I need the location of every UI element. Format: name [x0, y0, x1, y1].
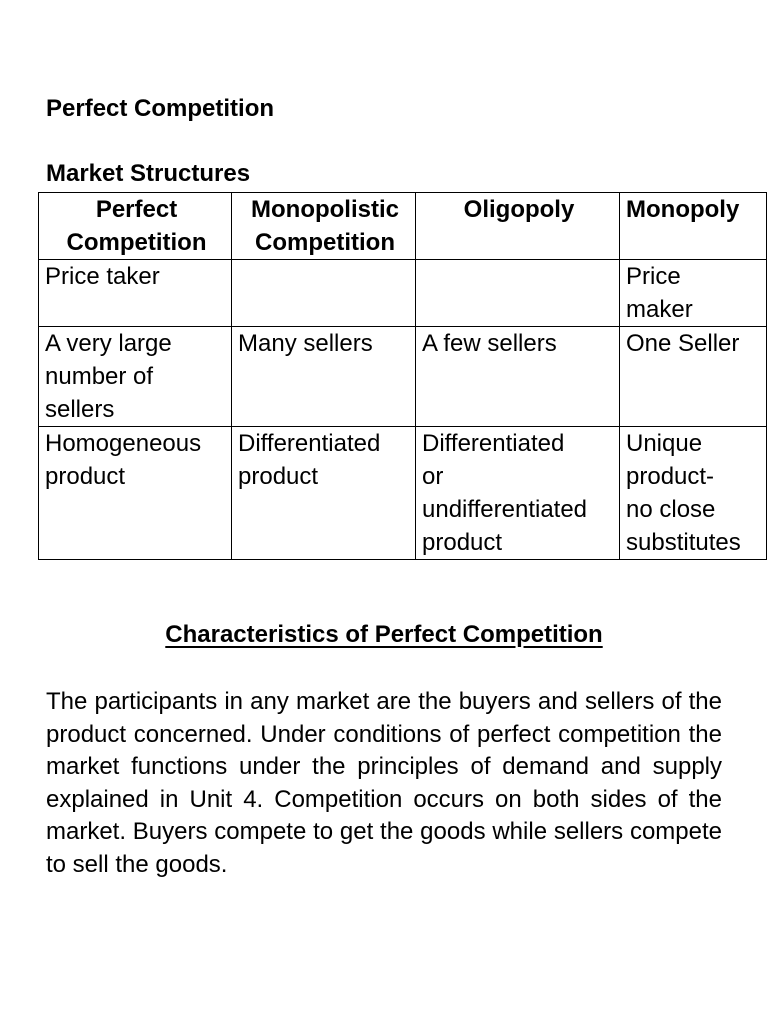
cell-line: Homogeneous [45, 430, 202, 457]
body-paragraph: The participants in any market are the buyers and sellers of the product concerned. Under conditions of perfect competition the market functions under the principles of demand and supply explained in Unit 4. Competition occurs on both sides of the market. Buyers compete to get the goods while sellers compete to sell the goods. [46, 688, 722, 878]
cell-line: Price [626, 263, 681, 290]
cell-line: maker [626, 296, 693, 323]
table-header-row [39, 193, 767, 260]
header-line: Oligopoly [463, 196, 575, 223]
table-cell [416, 327, 620, 427]
cell-line: A very large [45, 330, 172, 357]
table-row [39, 260, 767, 327]
cell-line: product [422, 529, 503, 556]
table-cell [620, 327, 767, 427]
cell-line: substitutes [626, 529, 741, 556]
cell-line: Differentiated [422, 430, 565, 457]
table-cell [232, 427, 416, 560]
header-monopolistic-competition [232, 193, 416, 260]
cell-line: Many sellers [238, 330, 373, 357]
header-line: Monopoly [626, 196, 740, 223]
header-monopoly [620, 193, 767, 260]
table-cell [416, 427, 620, 560]
cell-line: number of [45, 363, 154, 390]
cell-line: sellers [45, 396, 115, 423]
cell-line: product [238, 463, 319, 490]
cell-line: Differentiated [238, 430, 381, 457]
header-line: Monopolistic [251, 196, 399, 223]
cell-line: no close [626, 496, 716, 523]
section-title [0, 620, 768, 650]
table-cell [39, 427, 232, 560]
table-row [39, 427, 767, 560]
cell-line: product- [626, 463, 715, 490]
header-line: Competition [66, 229, 207, 256]
table-cell [39, 260, 232, 327]
cell-line: undifferentiated [422, 496, 588, 523]
table-cell [232, 327, 416, 427]
cell-line: or [422, 463, 444, 490]
cell-line: Unique [626, 430, 703, 457]
cell-line: Price taker [45, 263, 160, 290]
table-cell [39, 327, 232, 427]
table-title: Market Structures [46, 160, 251, 187]
cell-line: product [45, 463, 126, 490]
document-title: Perfect Competition [46, 95, 275, 122]
table-cell [620, 260, 767, 327]
header-line: Competition [255, 229, 395, 256]
table-cell [416, 260, 620, 327]
market-structures-table [38, 192, 767, 560]
cell-line: One Seller [626, 330, 740, 357]
table-cell [620, 427, 767, 560]
header-oligopoly [416, 193, 620, 260]
header-line: Perfect [95, 196, 178, 223]
table-cell [232, 260, 416, 327]
cell-line: A few sellers [422, 330, 557, 357]
header-perfect-competition [39, 193, 232, 260]
table-row [39, 327, 767, 427]
section-title-text: Characteristics of Perfect Competition [165, 621, 603, 648]
